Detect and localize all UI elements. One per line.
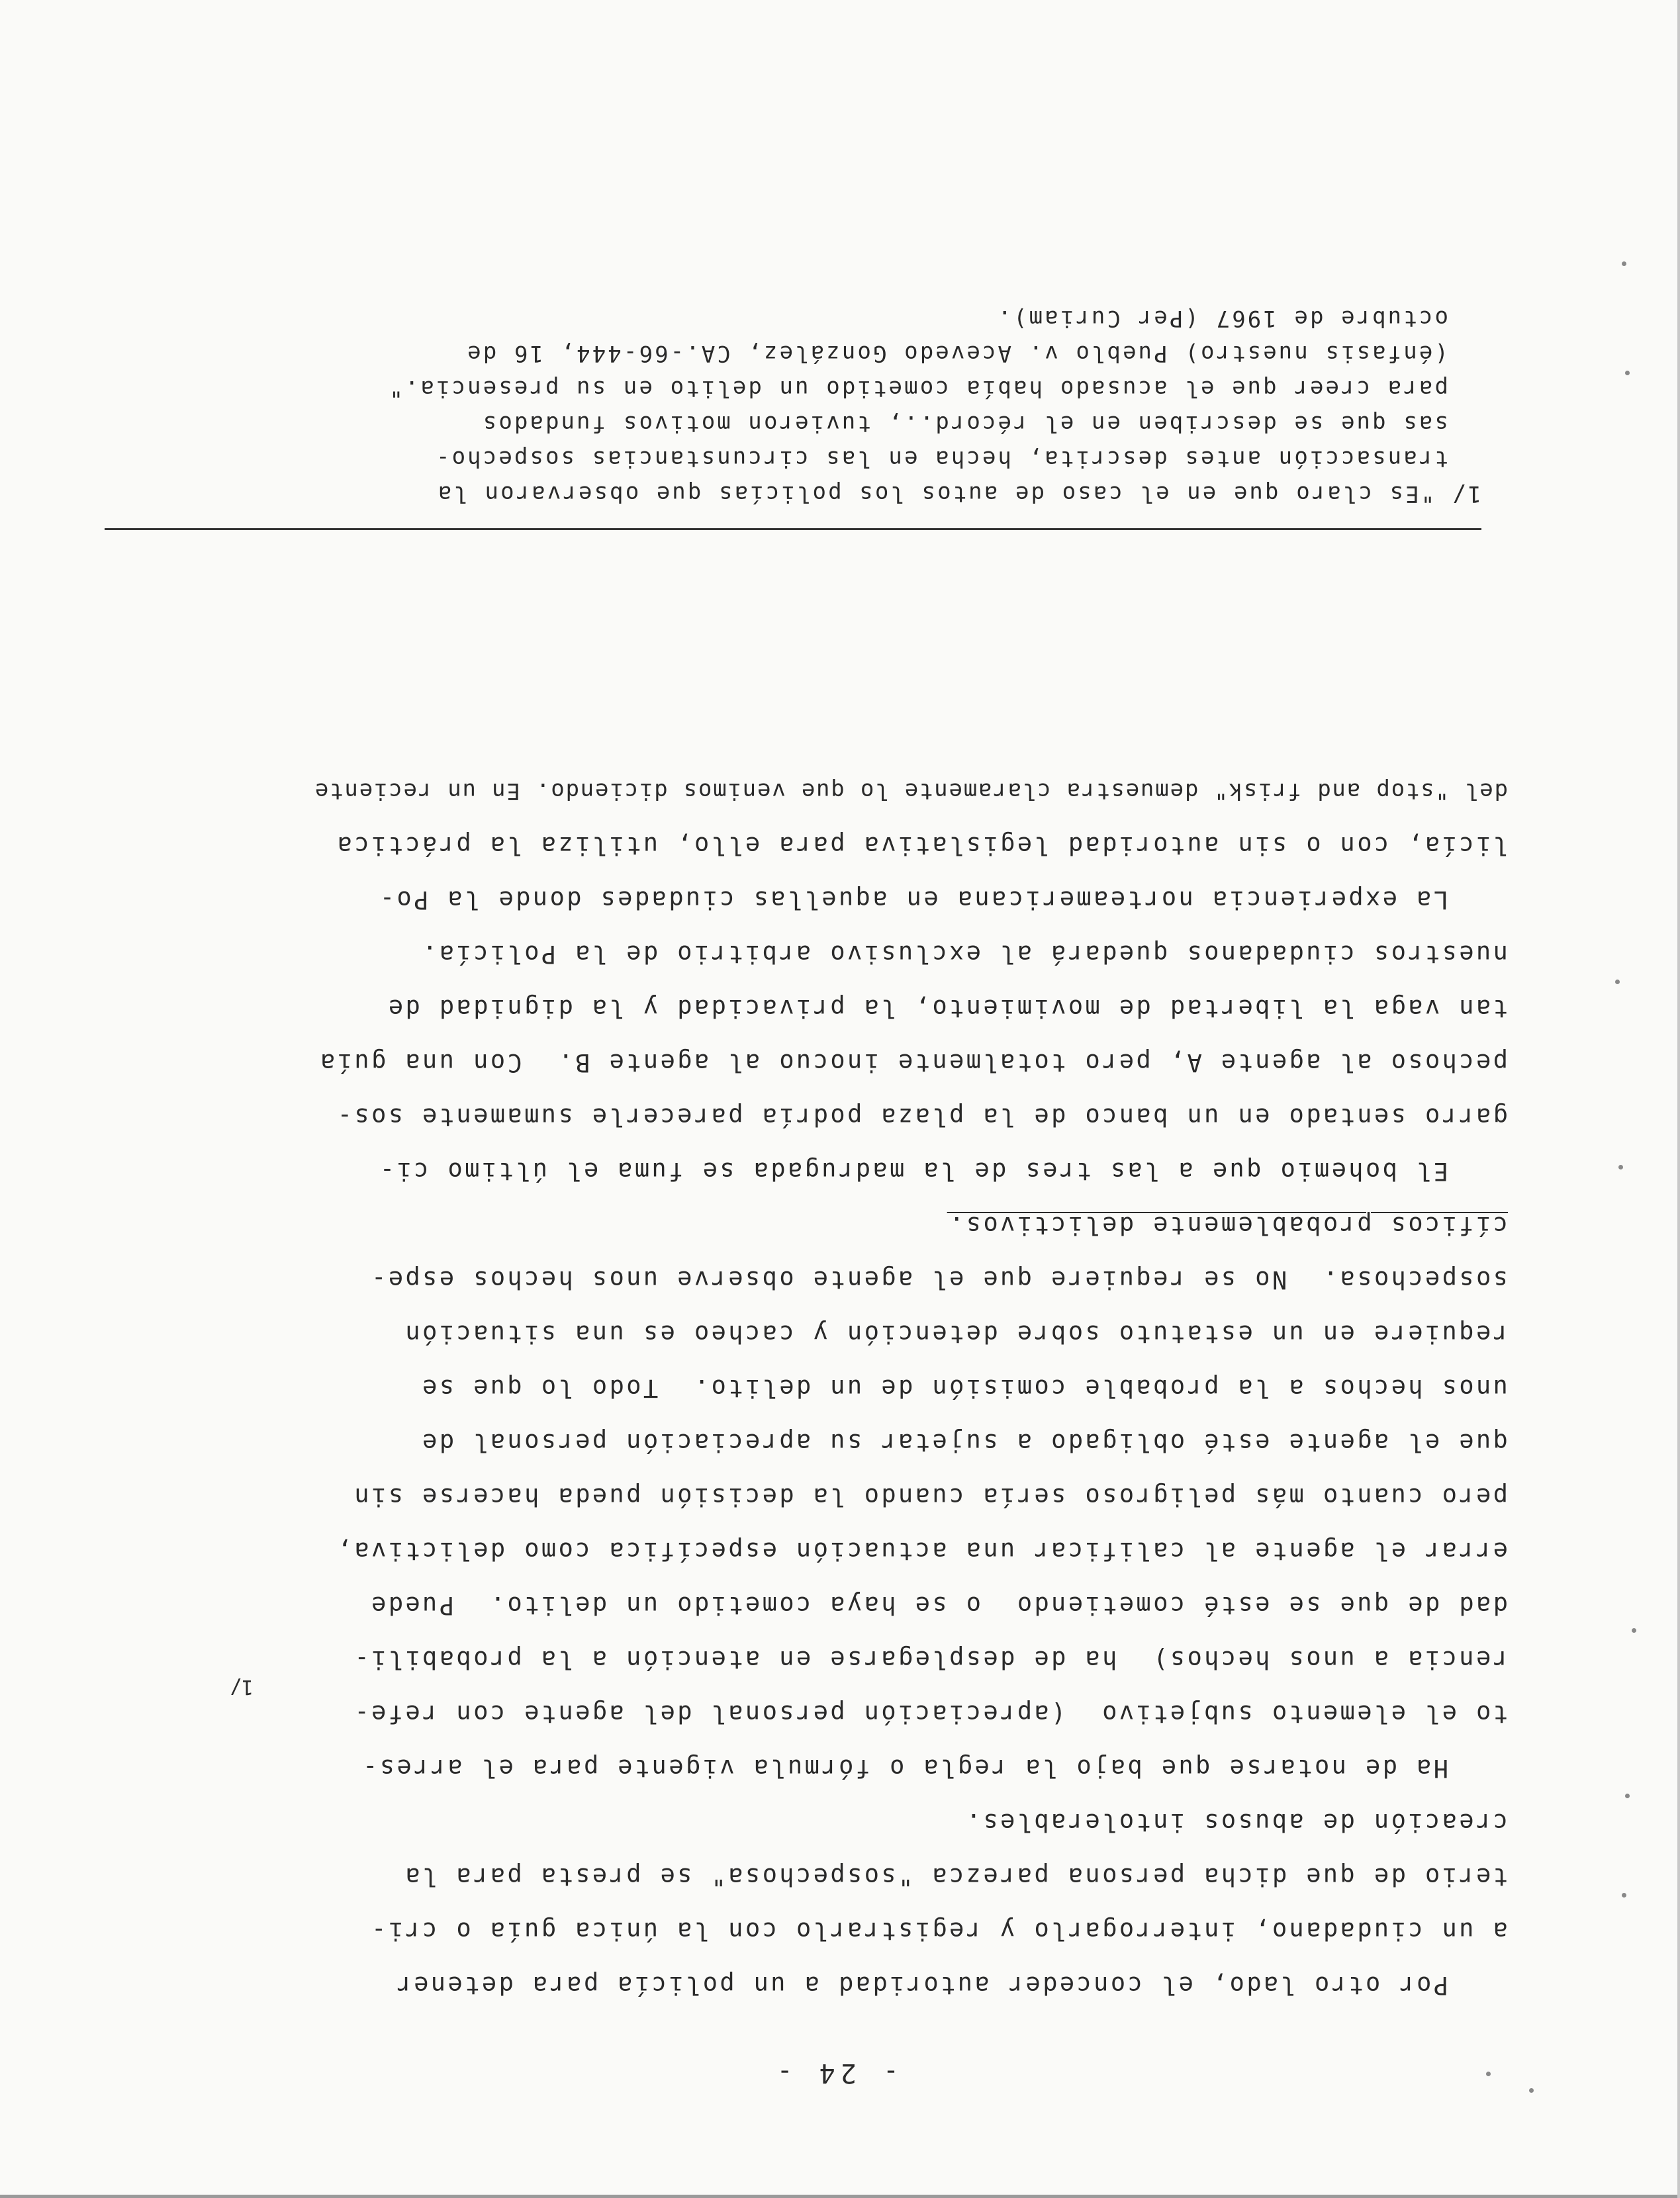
body-line-12: unos hechos a la probable comisión de un delito. Todo lo que se	[420, 1374, 1508, 1402]
body-line-2: a un ciudadano, interrogarlo y registrarlo con la única guía o cri-	[369, 1917, 1508, 1945]
body-line-4: creación de abusos intolerables.	[964, 1808, 1508, 1837]
scan-speck	[1615, 980, 1620, 984]
body-line-5: Ha de notarse que bajo la regla o fórmula vigente para el arres-	[360, 1754, 1448, 1782]
body-line-19: tan vaga la libertad de movimiento, la privacidad y la dignidad de	[386, 994, 1508, 1023]
body-line-11: que el agente esté obligado a sujetar su apreciación personal de	[420, 1428, 1508, 1457]
footnote-line-2: transacción antes descrita, hecha en las circunstancias sospecho-	[434, 445, 1448, 472]
body-line-22: licía, con o sin autoridad legislativa para ello, utiliza la práctica	[335, 831, 1508, 860]
footnote-line-1	[436, 481, 1481, 507]
body-line-7: rencia a unos hechos) ha de desplegarse en atención a la probabili-	[352, 1645, 1508, 1674]
scan-speck	[1625, 371, 1630, 375]
scan-speck	[1529, 2088, 1534, 2093]
footnote-text-1: "Es claro que en el caso de autos los policías que observaron la	[436, 481, 1435, 507]
footnote-reference: 1/	[229, 1675, 254, 1698]
body-line-17: garro sentado en un banco de la plaza podría parecerle sumamente sos-	[335, 1103, 1508, 1131]
scan-speck	[1622, 1893, 1626, 1898]
body-line-3: terio de que dicha persona parezca "sospechosa" se presta para la	[403, 1862, 1508, 1891]
scan-speck	[1632, 1628, 1636, 1633]
body-line-15: cíficos probablemente delictivos.	[947, 1211, 1508, 1240]
body-line-18: pechoso al agente A, pero totalmente inocuo al agente B. Con una guía	[318, 1048, 1508, 1077]
scan-speck	[1625, 1794, 1630, 1798]
body-line-13: requiere en un estatuto sobre detención y cacheo es una situación	[403, 1320, 1508, 1348]
footnote-line-4: para creer que el acusado había cometido un delito en su presencia."	[387, 375, 1448, 402]
body-line-8: dad de que se esté cometiendo o se haya cometido un delito. Puede	[369, 1591, 1508, 1620]
page-number: - 24 -	[771, 2058, 899, 2088]
scan-right-edge	[1677, 0, 1680, 2198]
scan-speck	[1486, 2072, 1491, 2076]
scan-bottom-edge	[0, 2195, 1680, 2198]
body-line-14: sospechosa. No se requiere que el agente observe unos hechos espe-	[369, 1265, 1508, 1294]
footnote-line-5: (énfasis nuestro) Pueblo v. Acevedo González, CA.-66-444, 16 de	[465, 340, 1448, 367]
body-line-9: errar el agente al calificar una actuación específica como delictiva,	[335, 1537, 1508, 1565]
footnote-line-3: sas que se describen en el récord.., tuvieron motivos fundados	[481, 410, 1448, 437]
body-line-6: to el elemento subjetivo (apreciación personal del agente con refe-	[352, 1700, 1508, 1728]
footnote-marker: 1/	[1450, 481, 1481, 507]
body-line-10: pero cuanto más peligroso sería cuando la decisión pueda hacerse sin	[352, 1483, 1508, 1511]
body-line-1: Por otro lado, el conceder autoridad a un policía para detener	[395, 1971, 1448, 1999]
footnote-line-6: octubre de 1967 (Per Curiam).	[996, 305, 1448, 332]
footnote-rule	[105, 528, 1481, 530]
body-line-16: El bohemio que a las tres de la madrugada se fuma el último ci-	[377, 1157, 1448, 1185]
scan-speck	[1618, 1165, 1623, 1169]
body-line-23: del "stop and frisk" demuestra claramente lo que venimos diciendo. En un reciente	[314, 778, 1508, 804]
scan-speck	[1622, 261, 1626, 266]
body-line-20: nuestros ciudadanos quedará al exclusivo arbitrio de la Policía.	[420, 940, 1508, 968]
body-line-21: La experiencia norteamericana en aquellas ciudades donde la Po-	[377, 886, 1448, 914]
